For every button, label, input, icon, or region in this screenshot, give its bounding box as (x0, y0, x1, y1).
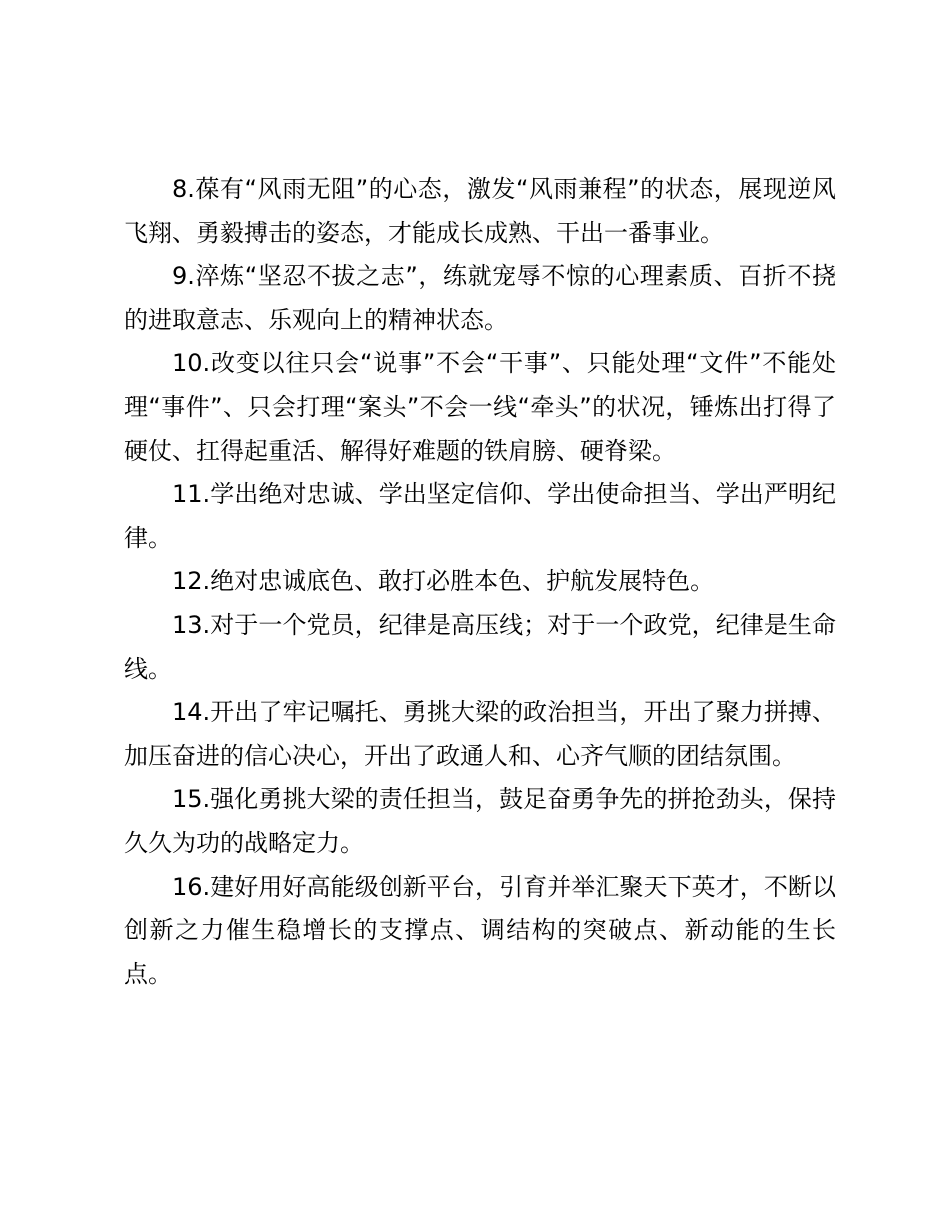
paragraph-11: 11.学出绝对忠诚、学出坚定信仰、学出使命担当、学出严明纪律。 (124, 480, 836, 552)
paragraph-14: 14.开出了牢记嘱托、勇挑大梁的政治担当，开出了聚力拼搏、加压奋进的信心决心，开出了政通人和、心齐气顺的团结氛围。 (124, 698, 836, 770)
paragraph-16: 16.建好用好高能级创新平台，引育并举汇聚天下英才，不断以创新之力催生稳增长的支撑点、调结构的突破点、新动能的生长点。 (124, 872, 836, 988)
paragraph-10: 10.改变以往只会“说事”不会“干事”、只能处理“文件”不能处理“事件”、只会打理“案头”不会一线“牵头”的状况，锤炼出打得了硬仗、扛得起重活、解得好难题的铁肩膀、硬脊梁。 (124, 349, 836, 465)
paragraph-12: 12.绝对忠诚底色、敢打必胜本色、护航发展特色。 (172, 567, 715, 596)
paragraph-9: 9.淬炼“坚忍不拔之志”，练就宠辱不惊的心理素质、百折不挠的进取意志、乐观向上的精神状态。 (124, 262, 836, 334)
paragraph-15: 15.强化勇挑大梁的责任担当，鼓足奋勇争先的拼抢劲头，保持久久为功的战略定力。 (124, 785, 836, 857)
paragraph-13: 13.对于一个党员，纪律是高压线；对于一个政党，纪律是生命线。 (124, 610, 836, 683)
paragraph-8: 8.葆有“风雨无阻”的心态，激发“风雨兼程”的状态，展现逆风飞翔、勇毅搏击的姿态，才能成长成熟、干出一番事业。 (124, 175, 836, 247)
document-page (124, 168, 836, 996)
